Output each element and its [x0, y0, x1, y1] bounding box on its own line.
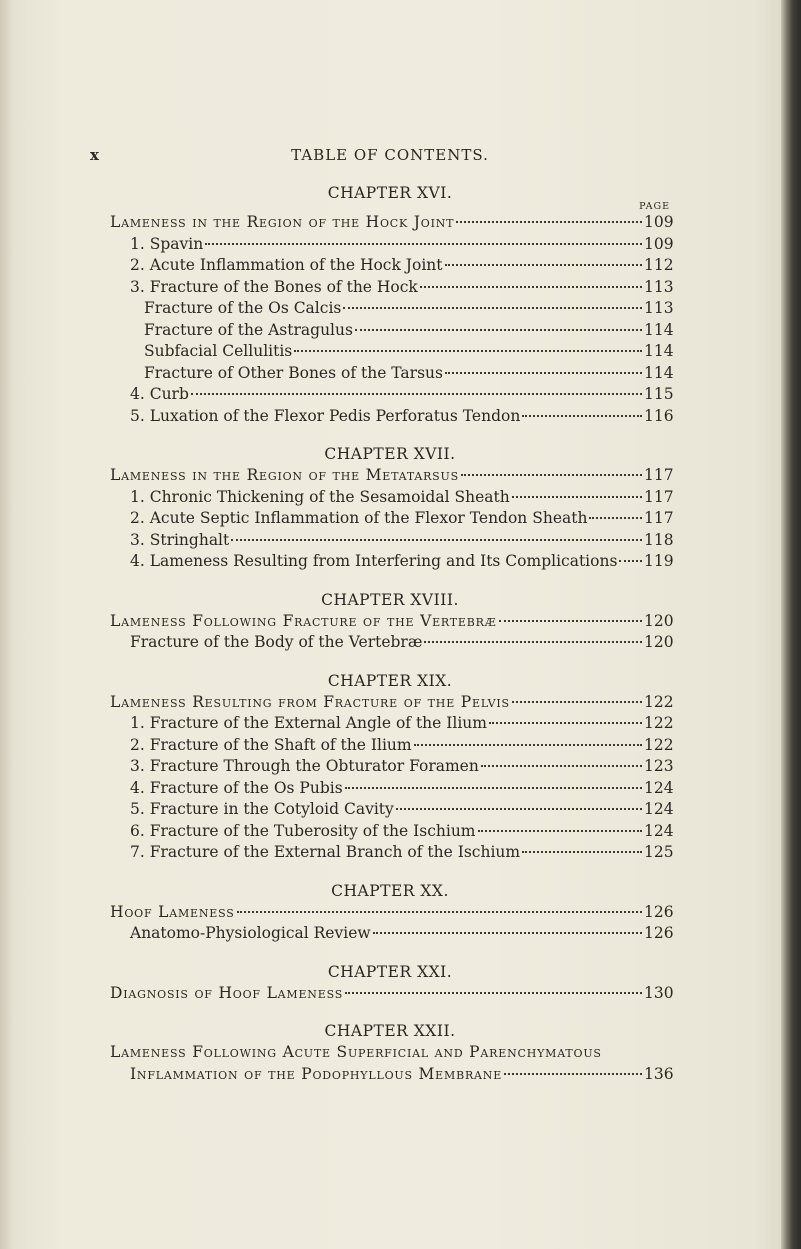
chapter-heading: CHAPTER XX. — [331, 881, 449, 900]
toc-entry — [110, 320, 674, 342]
leader-dots — [461, 474, 642, 476]
entry-title: Lameness Resulting from Fracture of the Pelvis — [110, 692, 510, 711]
entry-title: Hoof Lameness — [110, 902, 235, 921]
page-number: 117 — [644, 487, 674, 506]
entry-title: 4. Fracture of the Os Pubis — [130, 778, 343, 797]
entry-title: 1. Fracture of the External Angle of the Ilium — [130, 714, 487, 732]
entry-title: 2. Fracture of the Shaft of the Ilium — [130, 735, 412, 754]
page-folio: x — [90, 146, 100, 164]
page-number: 122 — [644, 714, 674, 732]
entry-title: 3. Fracture Through the Obturator Foramen — [130, 757, 479, 775]
chapter-gap — [110, 427, 670, 443]
page-number: 114 — [644, 320, 674, 339]
toc-entry — [110, 384, 674, 406]
chapter-main-title-line: Lameness Following Acute Superficial and Parenchymatous — [110, 1043, 602, 1061]
leader-dots — [355, 329, 642, 331]
page-number: 136 — [644, 1064, 674, 1083]
page-number: 114 — [644, 342, 674, 360]
chapter-gap — [110, 654, 670, 670]
toc-entry — [110, 487, 674, 509]
leader-dots — [619, 560, 642, 562]
toc-entry — [110, 632, 674, 654]
chapter-main-entry — [110, 1064, 674, 1086]
entry-title: 5. Fracture in the Cotyloid Cavity — [130, 800, 394, 818]
entry-title: 4. Curb — [130, 385, 189, 403]
chapter-heading: CHAPTER XIX. — [327, 671, 453, 690]
entry-title: Fracture of the Astragulus — [144, 320, 353, 339]
leader-dots — [504, 1073, 642, 1075]
table-of-contents — [110, 182, 674, 1085]
page-number: 119 — [644, 552, 674, 570]
page-number: 118 — [644, 530, 674, 549]
chapter-main-entry — [110, 212, 674, 234]
page-number: 116 — [644, 406, 674, 425]
entry-title: Lameness in the Region of the Metatarsus — [110, 466, 459, 484]
leader-dots — [396, 808, 642, 810]
toc-entry — [110, 406, 674, 428]
toc-entry — [110, 508, 674, 530]
entry-title: 1. Chronic Thickening of the Sesamoidal Sheath — [130, 487, 510, 506]
toc-entry — [110, 713, 674, 735]
leader-dots — [345, 992, 642, 994]
chapter-heading: CHAPTER XXII. — [324, 1022, 456, 1040]
entry-title: Fracture of Other Bones of the Tarsus — [144, 363, 443, 382]
leader-dots — [191, 393, 642, 395]
leader-dots — [231, 539, 642, 541]
leader-dots — [294, 350, 642, 352]
chapter-heading: CHAPTER XVII. — [324, 445, 456, 463]
entry-title: 2. Acute Septic Inflammation of the Flexor Tendon Sheath — [130, 509, 588, 527]
entry-title: Anatomo-Physiological Review — [130, 924, 371, 942]
toc-entry — [110, 363, 674, 385]
page-number: 125 — [644, 843, 674, 861]
entry-title: 7. Fracture of the External Branch of the Ischium — [130, 843, 521, 861]
leader-dots — [420, 286, 642, 288]
entry-title: Diagnosis of Hoof Lameness — [110, 983, 344, 1002]
entry-title: 3. Stringhalt — [130, 530, 230, 549]
chapter-heading: CHAPTER XXI. — [327, 962, 453, 981]
leader-dots — [205, 243, 642, 245]
page-number: 113 — [644, 299, 674, 317]
toc-entry — [110, 923, 674, 945]
toc-entry — [110, 821, 674, 843]
leader-dots — [478, 830, 643, 832]
page-gutter-shadow — [0, 0, 14, 1249]
page-number: 126 — [644, 924, 674, 942]
chapter-heading: CHAPTER XVI. — [327, 184, 453, 202]
toc-entry — [110, 277, 674, 299]
running-title: TABLE OF CONTENTS. — [291, 146, 489, 164]
page-number: 113 — [644, 277, 674, 296]
page-number: 117 — [644, 466, 674, 484]
page-number: 120 — [644, 611, 674, 630]
leader-dots — [456, 221, 642, 223]
entry-title: 6. Fracture of the Tuberosity of the Ischium — [130, 821, 476, 840]
leader-dots — [512, 701, 642, 703]
leader-dots — [589, 517, 642, 519]
entry-title: Subfacial Cellulitis — [144, 342, 293, 360]
leader-dots — [414, 744, 642, 746]
toc-entry — [110, 778, 674, 800]
chapter-main-entry — [110, 692, 674, 714]
chapter-main-entry — [110, 611, 674, 633]
leader-dots — [237, 911, 642, 913]
entry-title: 3. Fracture of the Bones of the Hock — [130, 277, 418, 296]
leader-dots — [373, 932, 642, 934]
chapter-gap — [110, 573, 670, 589]
toc-entry — [110, 234, 674, 256]
leader-dots — [445, 372, 642, 374]
leader-dots — [522, 851, 642, 853]
leader-dots — [481, 765, 642, 767]
page-number: 109 — [644, 234, 674, 253]
toc-entry — [110, 255, 674, 277]
page-number: 126 — [644, 902, 674, 921]
toc-entry — [110, 298, 674, 320]
entry-title: Fracture of the Os Calcis — [144, 299, 342, 317]
toc-entry — [110, 799, 674, 821]
entry-title: 4. Lameness Resulting from Interfering and Its Complications — [130, 552, 618, 570]
page-header — [90, 146, 690, 166]
page-number: 115 — [644, 385, 674, 403]
entry-title: Fracture of the Body of the Vertebræ — [130, 633, 423, 651]
page-number: 123 — [644, 757, 674, 775]
binding-edge — [781, 0, 801, 1249]
leader-dots — [499, 620, 642, 622]
page-number: 124 — [644, 821, 674, 840]
chapter-gap — [110, 945, 670, 961]
entry-title: Inflammation of the Podophyllous Membrane — [130, 1064, 503, 1083]
page-number: 124 — [644, 778, 674, 797]
page-number: 124 — [644, 800, 674, 818]
page-number: 114 — [644, 363, 674, 382]
chapter-gap — [110, 864, 670, 880]
leader-dots — [343, 307, 642, 309]
entry-title: Lameness Following Fracture of the Vertebræ — [110, 611, 497, 630]
page-column-label: PAGE — [639, 201, 670, 212]
chapter-main-entry — [110, 465, 674, 487]
chapter-main-entry — [110, 983, 674, 1005]
toc-entry — [110, 735, 674, 757]
leader-dots — [424, 641, 642, 643]
chapter-heading: CHAPTER XVIII. — [321, 590, 459, 609]
leader-dots — [489, 722, 642, 724]
entry-title: 1. Spavin — [130, 234, 204, 253]
toc-entry — [110, 756, 674, 778]
page-number: 122 — [644, 692, 674, 711]
chapter-gap — [110, 1004, 670, 1020]
leader-dots — [522, 415, 642, 417]
toc-entry — [110, 551, 674, 573]
page-number: 130 — [644, 983, 674, 1002]
toc-entry — [110, 842, 674, 864]
entry-title: 2. Acute Inflammation of the Hock Joint — [130, 256, 443, 274]
leader-dots — [512, 496, 642, 498]
toc-entry — [110, 341, 674, 363]
page-number: 112 — [644, 256, 674, 274]
leader-dots — [445, 264, 642, 266]
chapter-main-entry — [110, 902, 674, 924]
page-number: 120 — [644, 633, 674, 651]
page-number: 109 — [644, 213, 674, 231]
leader-dots — [345, 787, 642, 789]
page-number: 117 — [644, 509, 674, 527]
page-number: 122 — [644, 735, 674, 754]
entry-title: 5. Luxation of the Flexor Pedis Perforatus Tendon — [130, 406, 521, 425]
entry-title: Lameness in the Region of the Hock Joint — [110, 213, 455, 231]
toc-entry — [110, 530, 674, 552]
